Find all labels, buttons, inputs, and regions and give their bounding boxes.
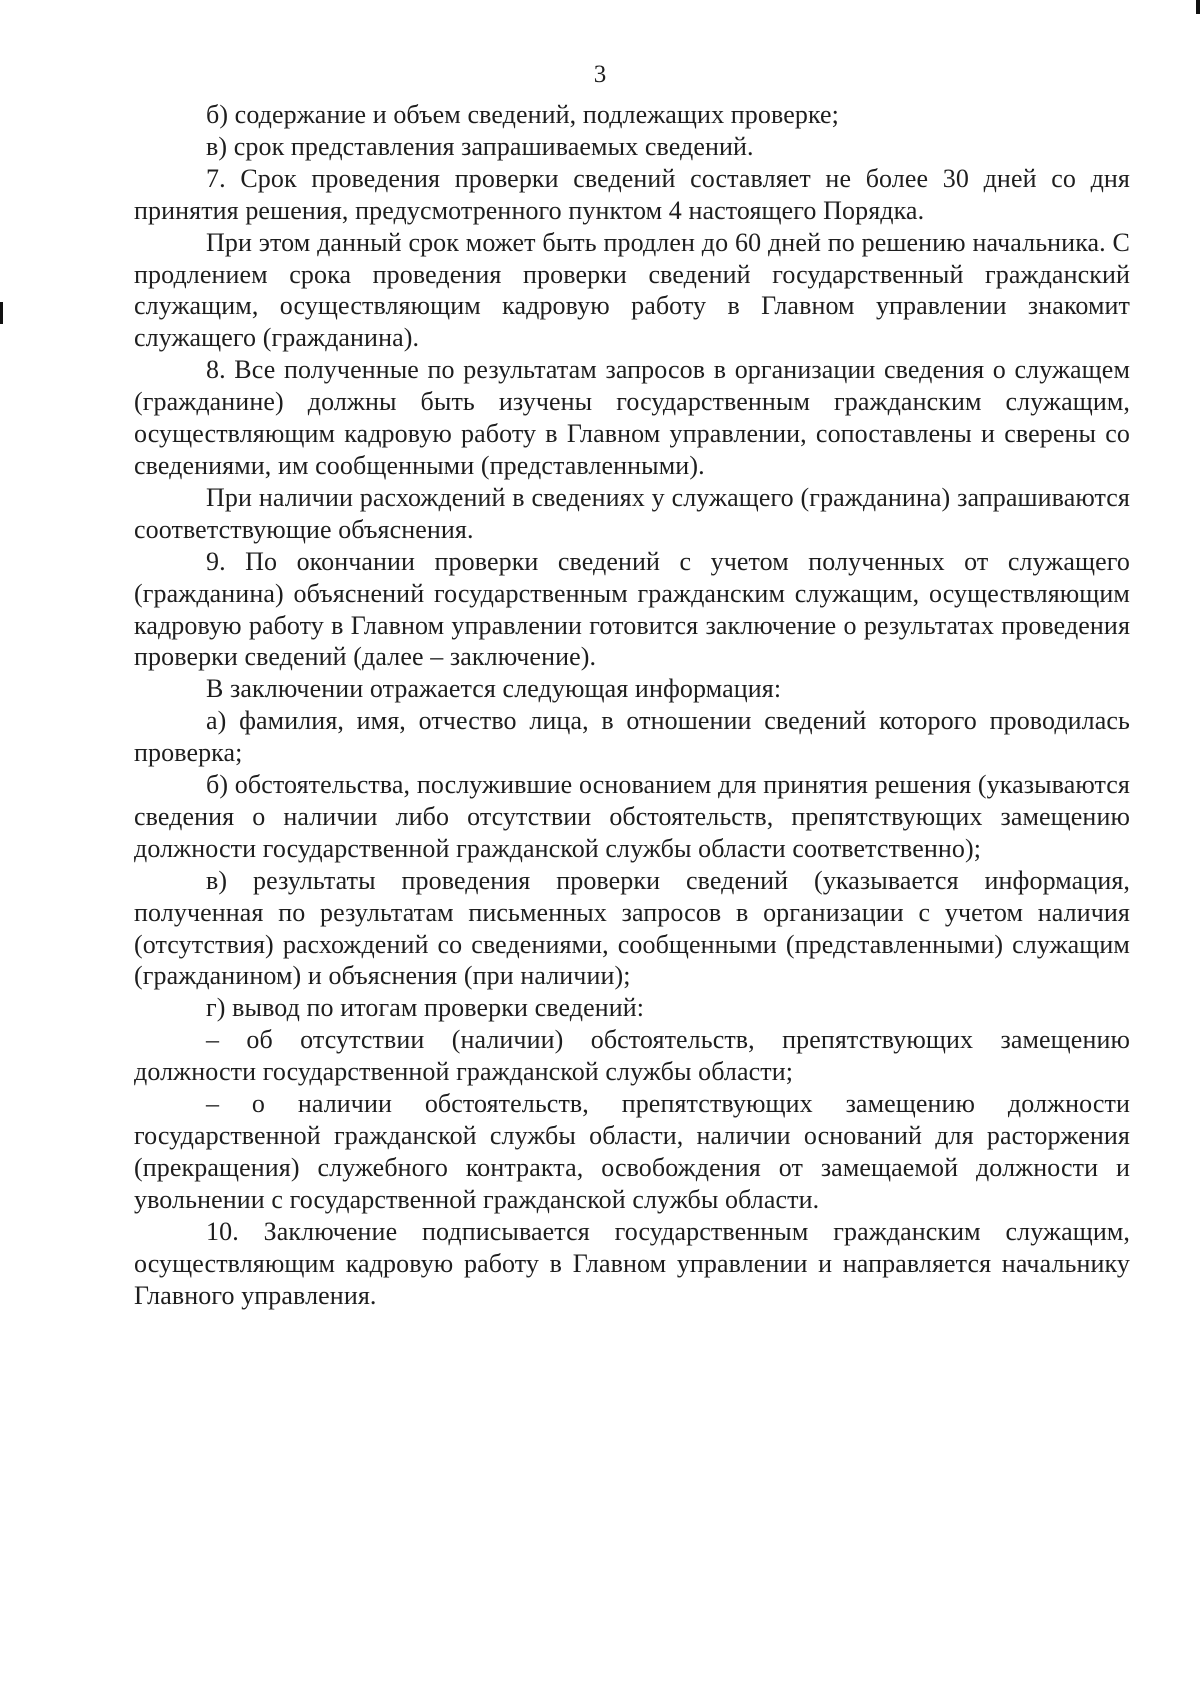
paragraph: б) содержание и объем сведений, подлежащих проверке; [206,100,839,129]
paragraph: в) срок представления запрашиваемых сведений. [206,131,754,161]
paragraph: г) вывод по итогам проверки сведений: [206,993,645,1023]
scan-corner-mark [1196,0,1200,14]
paragraph: 7. Срок проведения проверки сведений составляет не более 30 дней со дня принятия решения, предусмотренного пунктом 4 настоящего Порядка. [134,163,1130,225]
page-number: 3 [593,61,607,88]
paragraph: При этом данный срок может быть продлен до 60 дней по решению начальника. С продлением срока проведения проверки сведений государственный гражданский служащим, осуществляющим кадровую работу в Главном управлении знакомит служащего (гражданина). [134,227,1130,353]
paragraph: 9. По окончании проверки сведений с учетом полученных от служащего (гражданина) объяснений государственным гражданским служащим, осуществляющим кадровую работу в Главном управлении готовится заключение о результатах проведения проверки сведений (далее – заключение). [134,546,1130,672]
paragraph: При наличии расхождений в сведениях у служащего (гражданина) запрашиваются соответствующие объяснения. [134,482,1130,544]
paragraph: б) обстоятельства, послужившие основанием для принятия решения (указываются сведения о наличии либо отсутствии обстоятельств, препятствующих замещению должности государственной гражданской службы области соответственно); [134,770,1130,863]
document-body [134,99,1130,1311]
scan-edge-mark [0,302,3,324]
paragraph: 8. Все полученные по результатам запросов в организации сведения о служащем (гражданине) должны быть изучены государственным гражданским служащим, осуществляющим кадровую работу в Главном управлении, сопоставлены и сверены со сведениями, им сообщенными (представленными). [134,355,1130,480]
paragraph: – об отсутствии (наличии) обстоятельств, препятствующих замещению должности государственной гражданской службы области; [134,1025,1130,1087]
paragraph: а) фамилия, имя, отчество лица, в отношении сведений которого проводилась проверка; [134,706,1130,768]
paragraph: 10. Заключение подписывается государственным гражданским служащим, осуществляющим кадровую работу в Главном управлении и направляется начальнику Главного управления. [134,1216,1130,1310]
paragraph: в) результаты проведения проверки сведений (указывается информация, полученная по результатам письменных запросов в организации с учетом наличия (отсутствия) расхождений со сведениями, сообщенными (представленными) служащим (гражданином) и объяснения (при наличии); [134,865,1130,991]
paragraph: В заключении отражается следующая информация: [206,674,782,704]
paragraph: – о наличии обстоятельств, препятствующих замещению должности государственной гражданской службы области, наличии оснований для расторжения (прекращения) служебного контракта, освобождения от замещаемой должности и увольнении с государственной гражданской службы области. [134,1089,1130,1214]
